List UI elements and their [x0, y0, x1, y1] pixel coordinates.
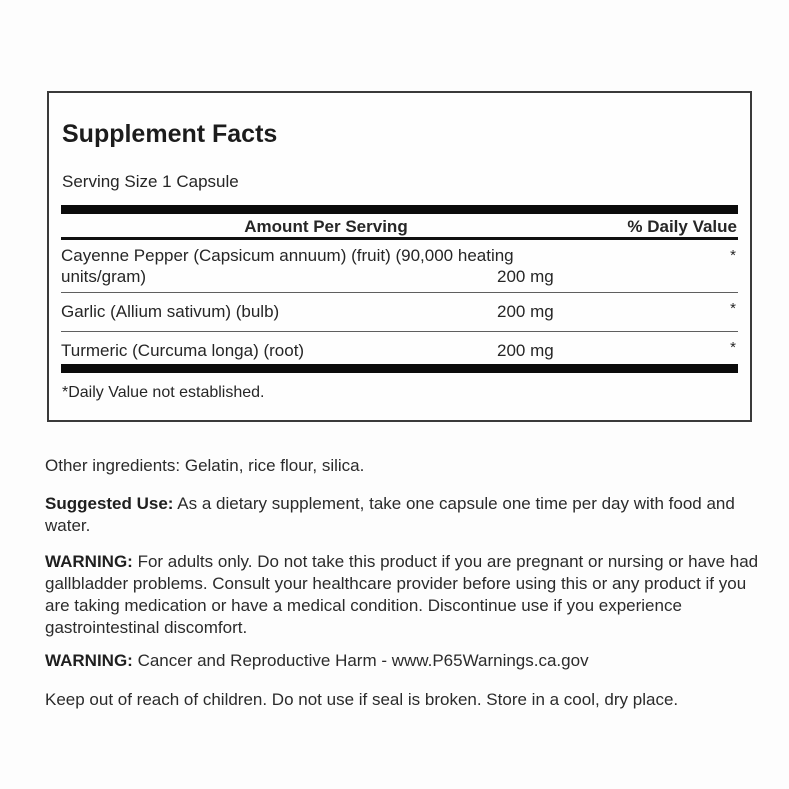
ingredient-row-cayenne	[61, 240, 738, 293]
ingredient-row-turmeric	[61, 332, 738, 364]
ingredient-name-line1: Cayenne Pepper (Capsicum annuum) (fruit) (90,000 heating	[61, 246, 514, 265]
daily-value-header: % Daily Value	[627, 217, 737, 236]
ingredient-name-line2	[61, 266, 738, 287]
table-header-row	[61, 214, 738, 240]
ingredient-row-garlic	[61, 293, 738, 332]
other-ingredients-text: Other ingredients: Gelatin, rice flour, silica.	[45, 456, 365, 475]
panel-title: Supplement Facts	[62, 120, 278, 148]
warning-paragraph	[45, 551, 761, 639]
divider-bar-top	[61, 205, 738, 214]
daily-value-asterisk: *	[730, 247, 736, 264]
supplement-facts-panel	[47, 91, 752, 422]
ingredient-amount: 200 mg	[497, 341, 554, 360]
warning-label: WARNING:	[45, 552, 133, 571]
suggested-use-label: Suggested Use:	[45, 494, 174, 513]
ingredient-name: Turmeric (Curcuma longa) (root)	[61, 341, 305, 360]
warning-text: For adults only. Do not take this product if you are pregnant or nursing or have had gallbladder problems. Consult your healthcare provider before using this or any product if you are taking medication or have a medical condition. Discontinue use if you experience gastrointestinal discomfort.	[45, 552, 759, 637]
amount-per-serving-header: Amount Per Serving	[244, 217, 408, 236]
suggested-use-paragraph	[45, 493, 757, 537]
ingredient-name: Garlic (Allium sativum) (bulb)	[61, 302, 280, 321]
p65-warning-paragraph	[45, 650, 757, 672]
divider-bar-bottom	[61, 364, 738, 373]
serving-size: Serving Size 1 Capsule	[62, 172, 239, 191]
daily-value-asterisk: *	[730, 339, 736, 356]
ingredient-name-continuation: units/gram)	[61, 267, 147, 286]
p65-warning-label: WARNING:	[45, 651, 133, 670]
suggested-use-text: As a dietary supplement, take one capsule one time per day with food and water.	[45, 494, 735, 535]
daily-value-footnote: *Daily Value not established.	[62, 384, 265, 401]
storage-instructions-text: Keep out of reach of children. Do not use if seal is broken. Store in a cool, dry place.	[45, 690, 679, 709]
daily-value-asterisk: *	[730, 300, 736, 317]
ingredient-amount: 200 mg	[497, 267, 554, 286]
ingredient-amount: 200 mg	[497, 302, 554, 321]
p65-warning-text: Cancer and Reproductive Harm - www.P65Warnings.ca.gov	[137, 651, 589, 670]
